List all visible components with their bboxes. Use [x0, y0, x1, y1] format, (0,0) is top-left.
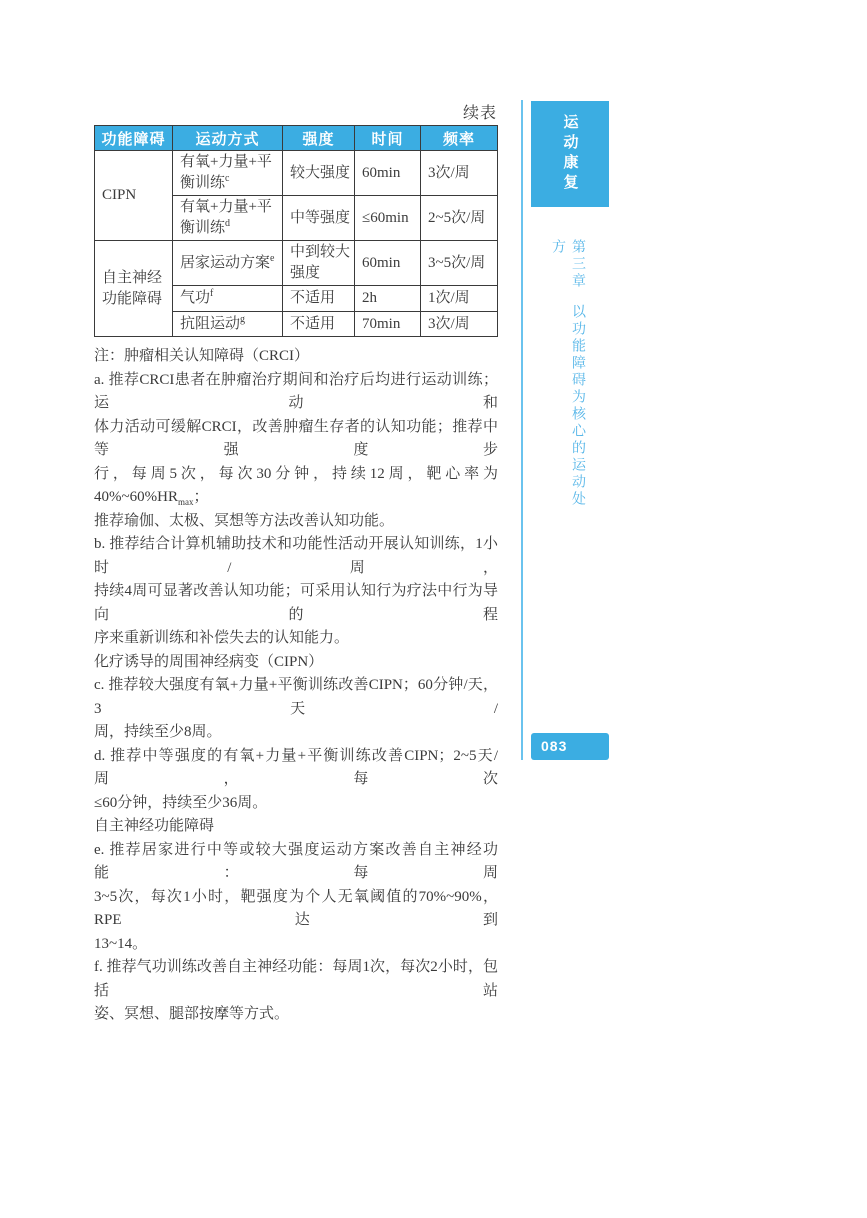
exercise-prescription-table [94, 125, 498, 337]
time-cell: 60min [355, 241, 421, 286]
frequency-cell: 2~5次/周 [421, 196, 498, 241]
footnote-marker: d [225, 218, 231, 229]
note-line: 自主神经功能障碍 [94, 818, 215, 834]
note-text: ； [193, 489, 209, 505]
exercise-text: 抗阻运动 [180, 315, 241, 332]
note-line: c. 推荐较大强度有氧+力量+平衡训练改善CIPN；60分钟/天，3天/ [94, 677, 498, 717]
page-number-badge: 083 [531, 733, 609, 760]
hrmax-subscript: max [177, 497, 194, 507]
note-line: 周，持续至少8周。 [94, 724, 222, 740]
continued-table-label: 续表 [462, 105, 497, 122]
footnote-marker: c [225, 173, 230, 184]
note-line: 持续4周可显著改善认知功能；可采用认知行为疗法中行为导向的程 [94, 583, 498, 623]
note-line: b. 推荐结合计算机辅助技术和功能性活动开展认知训练，1小时/周， [94, 536, 498, 576]
sidebar-book-title-tab [531, 101, 609, 207]
sidebar-divider-line [521, 100, 523, 760]
table-footnotes [94, 345, 498, 1027]
chapter-number-label: 第三章 [571, 239, 587, 290]
intensity-cell: 中到较大强度 [283, 241, 355, 286]
table-row [95, 241, 498, 286]
column-header-time: 时间 [355, 126, 421, 151]
time-cell: 60min [355, 151, 421, 196]
exercise-cell [173, 312, 283, 337]
note-line: 推荐瑜伽、太极、冥想等方法改善认知功能。 [94, 512, 395, 529]
footnote-marker: f [210, 288, 214, 299]
note-line-hrmax [94, 463, 498, 510]
note-line: 化疗诱导的周围神经病变（CIPN） [94, 653, 324, 670]
note-line: ≤60分钟，持续至少36周。 [94, 794, 268, 811]
frequency-cell: 3次/周 [421, 312, 498, 337]
exercise-cell [173, 286, 283, 312]
exercise-cell [173, 241, 283, 286]
column-header-exercise: 运动方式 [173, 126, 283, 151]
time-cell: 2h [355, 286, 421, 312]
note-line: a. 推荐CRCI患者在肿瘤治疗期间和治疗后均进行运动训练；运动和 [94, 371, 498, 411]
exercise-text: 有氧+力量+平衡训练 [180, 154, 272, 191]
footnote-marker: g [240, 313, 246, 325]
note-text: 行，每周5次，每次30分钟，持续12周，靶心率为40%~60%HR [94, 465, 498, 505]
time-cell: 70min [355, 312, 421, 337]
exercise-text: 有氧+力量+平衡训练 [180, 199, 272, 236]
chapter-title-text: 以功能障碍为核心的运动处方 [551, 239, 587, 508]
note-line: 注：肿瘤相关认知障碍（CRCI） [94, 348, 310, 364]
book-title-vertical-text: 运动康复 [561, 114, 579, 194]
exercise-cell [173, 151, 283, 196]
note-line: 13~14。 [94, 935, 148, 952]
column-header-frequency: 频率 [421, 126, 498, 151]
table-header-row [95, 126, 498, 151]
impairment-cell: 自主神经功能障碍 [95, 241, 173, 337]
intensity-cell: 不适用 [283, 312, 355, 337]
note-line: 序来重新训练和补偿失去的认知能力。 [94, 630, 350, 646]
sidebar-chapter-title [549, 239, 589, 519]
intensity-cell: 不适用 [283, 286, 355, 312]
note-line: e. 推荐居家进行中等或较大强度运动方案改善自主神经功能：每周 [94, 841, 498, 881]
frequency-cell: 3次/周 [421, 151, 498, 196]
column-header-impairment: 功能障碍 [95, 126, 173, 151]
time-cell: ≤60min [355, 196, 421, 241]
note-line: 姿、冥想、腿部按摩等方式。 [94, 1006, 290, 1022]
column-header-intensity: 强度 [283, 126, 355, 151]
note-line: 体力活动可缓解CRCI，改善肿瘤生存者的认知功能；推荐中等强度步 [94, 418, 498, 458]
note-line: 3~5次，每次1小时，靶强度为个人无氧阈值的70%~90%，RPE达到 [94, 888, 498, 928]
note-line: f. 推荐气功训练改善自主神经功能：每周1次，每次2小时，包括站 [94, 959, 498, 999]
intensity-cell: 较大强度 [283, 151, 355, 196]
exercise-cell [173, 196, 283, 241]
table-row [95, 151, 498, 196]
footnote-marker: e [270, 252, 275, 264]
exercise-text: 居家运动方案 [180, 254, 271, 271]
frequency-cell: 3~5次/周 [421, 241, 498, 286]
exercise-text: 气功 [180, 290, 211, 306]
impairment-cell: CIPN [95, 151, 173, 241]
intensity-cell: 中等强度 [283, 196, 355, 241]
frequency-cell: 1次/周 [421, 286, 498, 312]
note-line: d. 推荐中等强度的有氧+力量+平衡训练改善CIPN；2~5天/周，每次 [94, 747, 498, 787]
